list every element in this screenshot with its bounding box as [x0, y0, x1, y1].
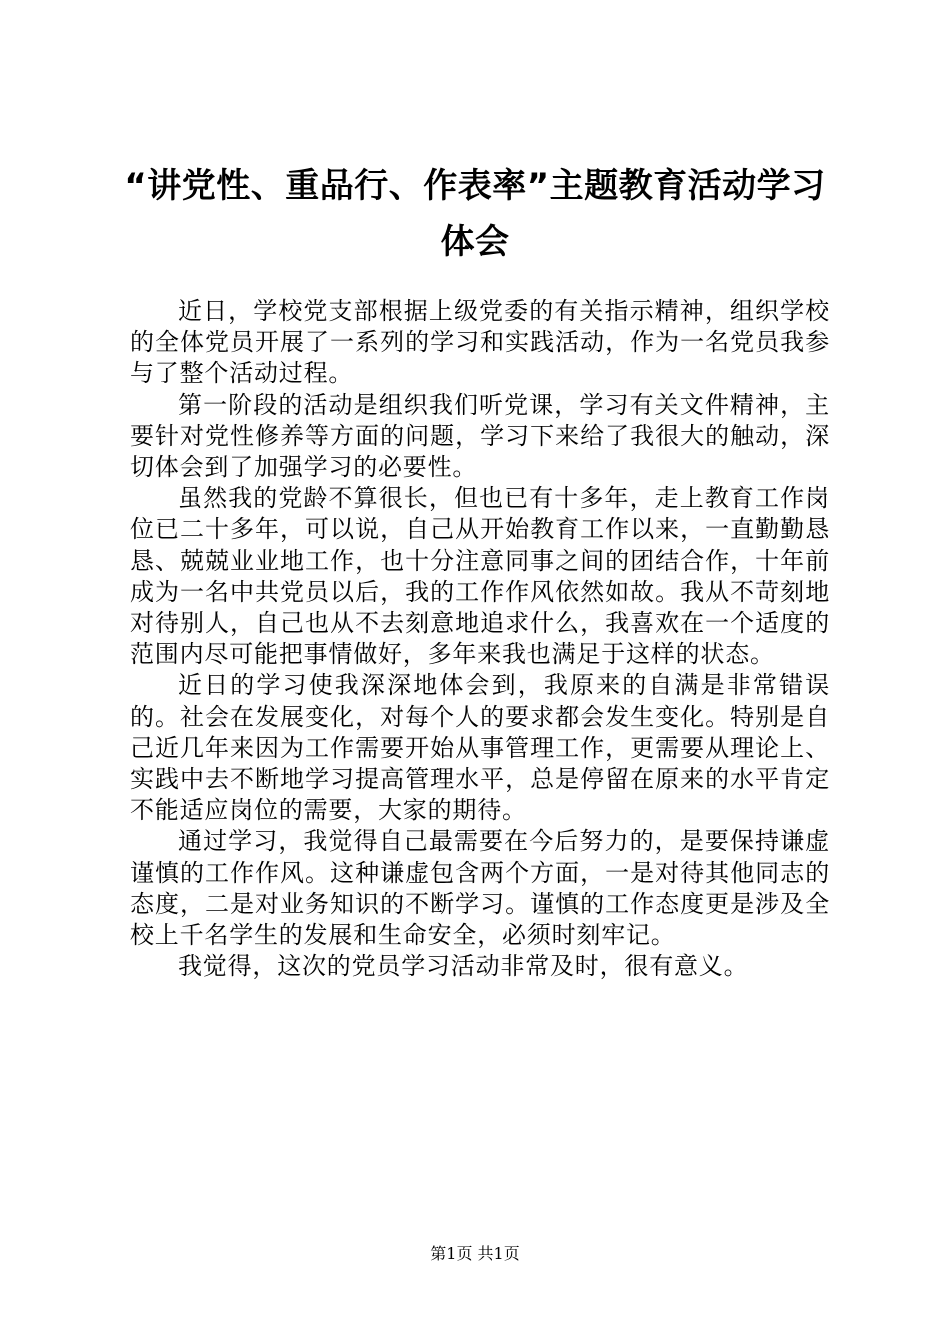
paragraph: 第一阶段的活动是组织我们听党课，学习有关文件精神，主要针对党性修养等方面的问题，学习下来给了我很大的触动，深切体会到了加强学习的必要性。	[130, 390, 830, 482]
page-number-footer: 第1页 共1页	[430, 1244, 520, 1263]
document-body	[130, 296, 830, 982]
paragraph: 虽然我的党龄不算很长，但也已有十多年，走上教育工作岗位已二十多年，可以说，自己从开始教育工作以来，一直勤勤恳恳、兢兢业业地工作，也十分注意同事之间的团结合作，十年前成为一名中共党员以后，我的工作作风依然如故。我从不苛刻地对待别人，自己也从不去刻意地追求什么，我喜欢在一个适度的范围内尽可能把事情做好，多年来我也满足于这样的状态。	[130, 484, 830, 669]
document-title: “讲党性、重品行、作表率”主题教育活动学习体会	[124, 166, 826, 262]
paragraph: 通过学习，我觉得自己最需要在今后努力的，是要保持谦虚谨慎的工作作风。这种谦虚包含两个方面，一是对待其他同志的态度，二是对业务知识的不断学习。谨慎的工作态度更是涉及全校上千名学生的发展和生命安全，必须时刻牢记。	[130, 827, 830, 950]
paragraph: 我觉得，这次的党员学习活动非常及时，很有意义。	[178, 952, 749, 981]
paragraph: 近日的学习使我深深地体会到，我原来的自满是非常错误的。社会在发展变化，对每个人的要求都会发生变化。特别是自己近几年来因为工作需要开始从事管理工作，更需要从理论上、实践中去不断地学习提高管理水平，总是停留在原来的水平肯定不能适应岗位的需要，大家的期待。	[130, 671, 830, 825]
paragraph: 近日，学校党支部根据上级党委的有关指示精神，组织学校的全体党员开展了一系列的学习和实践活动，作为一名党员我参与了整个活动过程。	[130, 297, 830, 388]
